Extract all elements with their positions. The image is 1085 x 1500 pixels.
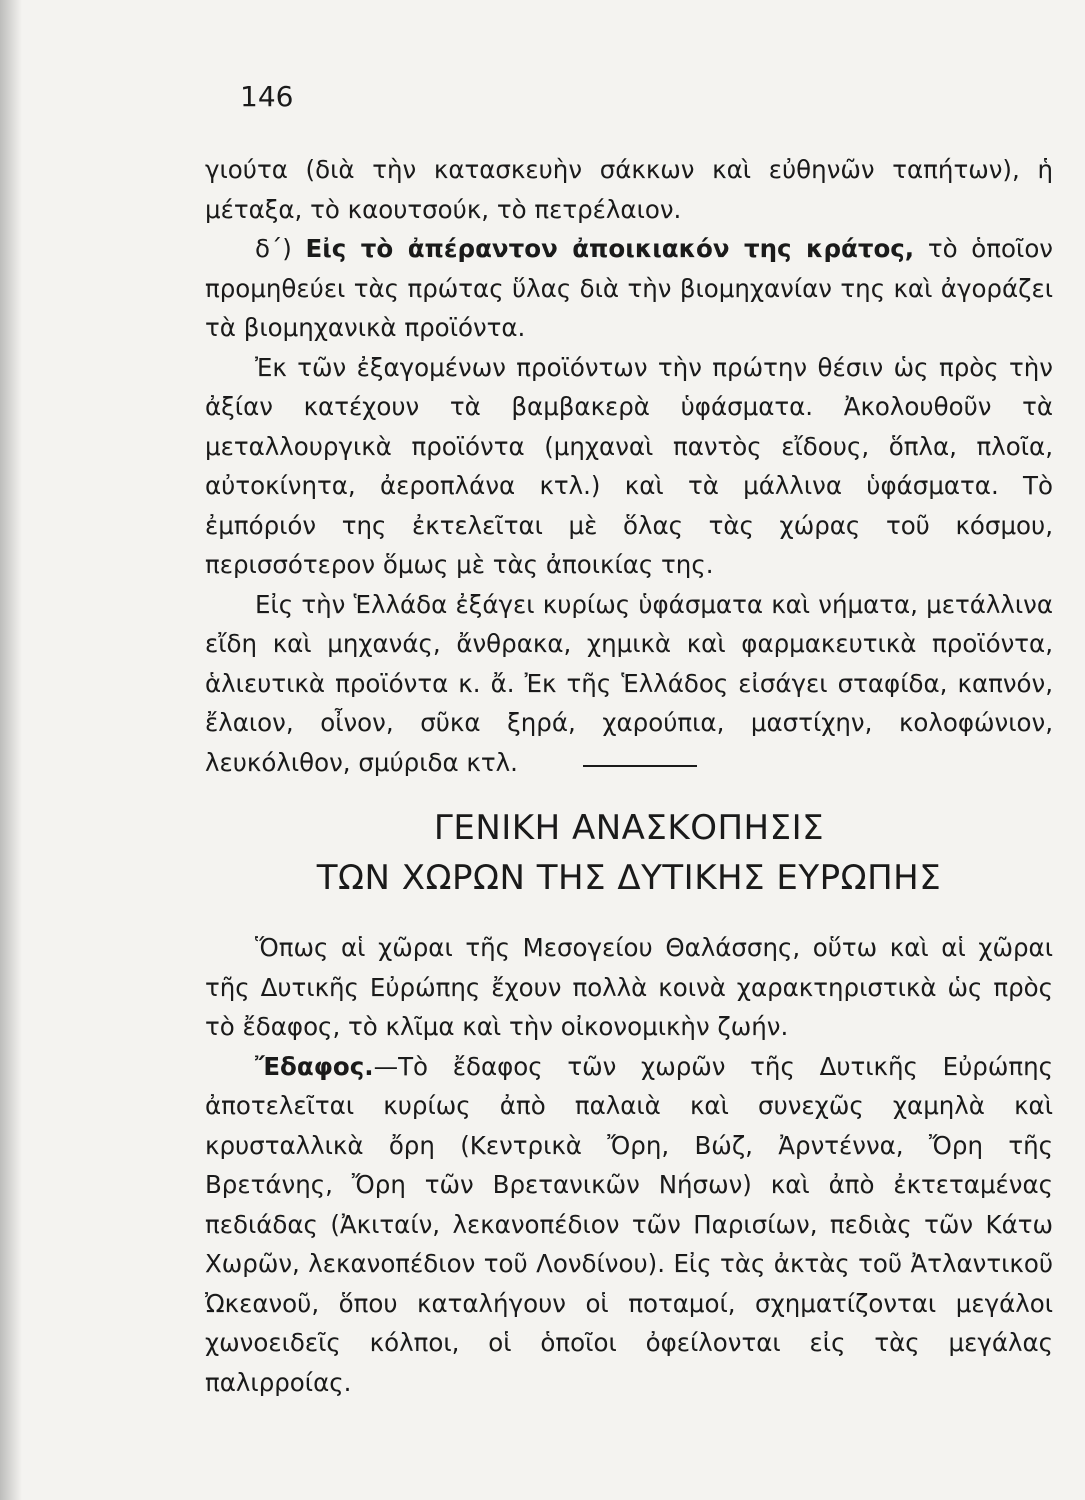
soil-text: —Τὸ ἔδαφος τῶν χωρῶν τῆς Δυτικῆς Εὐρώπης ἀποτελεῖται κυρίως ἀπὸ παλαιὰ καὶ συνεχῶς χαμηλὰ καὶ κρυσταλλικὰ ὄρη (Κεντρικὰ Ὄρη, Βώζ, Ἀρντέννα, Ὄρη τῆς Βρετάνης, Ὄρη τῶν Βρετανικῶν Νήσων) καὶ ἀπὸ ἐκτεταμένας πεδιάδας (Ἀκιταίν, λεκανοπέδιον τῶν Παρισίων, πεδιὰς τῶν Κάτω Χωρῶν, λεκανοπέδιον τοῦ Λονδίνου). Εἰς τὰς ἀκτὰς τοῦ Ἀτλαντικοῦ Ὠκεανοῦ, ὅπου καταλήγουν οἱ ποταμοί, σχηματίζονται μεγάλοι χωνοειδεῖς κόλποι, οἱ ὁποῖοι ὀφείλονται εἰς τὰς μεγάλας παλιρροίας. [205, 1051, 1053, 1397]
section-lower [205, 928, 1053, 1402]
item-marker: δ΄) [255, 234, 306, 263]
paragraph-rest: τὸ ὁποῖον προμηθεύει τὰς πρώτας ὕλας διὰ τὴν βιομηχανίαν της καὶ ἀγοράζει τὰ βιομηχανικὰ προϊόντα. [205, 234, 1053, 342]
binding-shadow [0, 0, 22, 1500]
soil-heading: Ἔδαφος. [255, 1051, 374, 1081]
paragraph-colonial-empire [205, 229, 1053, 348]
heading-line-2: ΤΩΝ ΧΩΡΩΝ ΤΗΣ ΔΥΤΙΚΗΣ ΕΥΡΩΠΗΣ [316, 858, 942, 898]
paragraph-greece-trade: Εἰς τὴν Ἑλλάδα ἐξάγει κυρίως ὑφάσματα καὶ νήματα, μετάλλινα εἴδη καὶ μηχανάς, ἄνθρακα, χημικὰ καὶ φαρμακευτικὰ προϊόντα, ἁλιευτικὰ προϊόντα κ. ἄ. Ἐκ τῆς Ἑλλάδος εἰσάγει σταφίδα, καπνόν, ἔλαιον, οἶνον, σῦκα ξηρά, χαρούπια, μαστίχην, κολοφώνιον, λευκόλιθον, σμύριδα κτλ. [205, 589, 1053, 777]
section-upper [205, 150, 1053, 782]
paragraph-intro: Ὅπως αἱ χῶραι τῆς Μεσογείου Θαλάσσης, οὕτω καὶ αἱ χῶραι τῆς Δυτικῆς Εὐρώπης ἔχουν πολλὰ κοινὰ χαρακτηριστικὰ ὡς πρὸς τὸ ἔδαφος, τὸ κλῖμα καὶ τὴν οἰκονομικὴν ζωήν. [205, 933, 1053, 1041]
section-divider [583, 765, 697, 767]
bold-phrase: Εἰς τὸ ἀπέραντον ἀποικιακόν της κράτος, [305, 234, 915, 263]
paragraph-exports: Ἐκ τῶν ἐξαγομένων προϊόντων τὴν πρώτην θέσιν ὡς πρὸς τὴν ἀξίαν κατέχουν τὰ βαμβακερὰ ὑφάσματα. Ἀκολουθοῦν τὰ μεταλλουργικὰ προϊόντα (μηχαναὶ παντὸς εἴδους, ὅπλα, πλοῖα, αὐτοκίνητα, ἀεροπλάνα κτλ.) καὶ τὰ μάλλινα ὑφάσματα. Τὸ ἐμπόριόν της ἐκτελεῖται μὲ ὅλας τὰς χώρας τοῦ κόσμου, περισσότερον ὅμως μὲ τὰς ἀποικίας της. [205, 352, 1053, 579]
page-number: 146 [240, 80, 294, 113]
paragraph-soil [205, 1047, 1053, 1403]
heading-line-1: ΓΕΝΙΚΗ ΑΝΑΣΚΟΠΗΣΙΣ [433, 808, 825, 848]
paragraph-continued: γιούτα (διὰ τὴν κατασκευὴν σάκκων καὶ εὐθηνῶν ταπήτων), ἡ μέταξα, τὸ καουτσούκ, τὸ πετρέλαιον. [205, 155, 1053, 224]
